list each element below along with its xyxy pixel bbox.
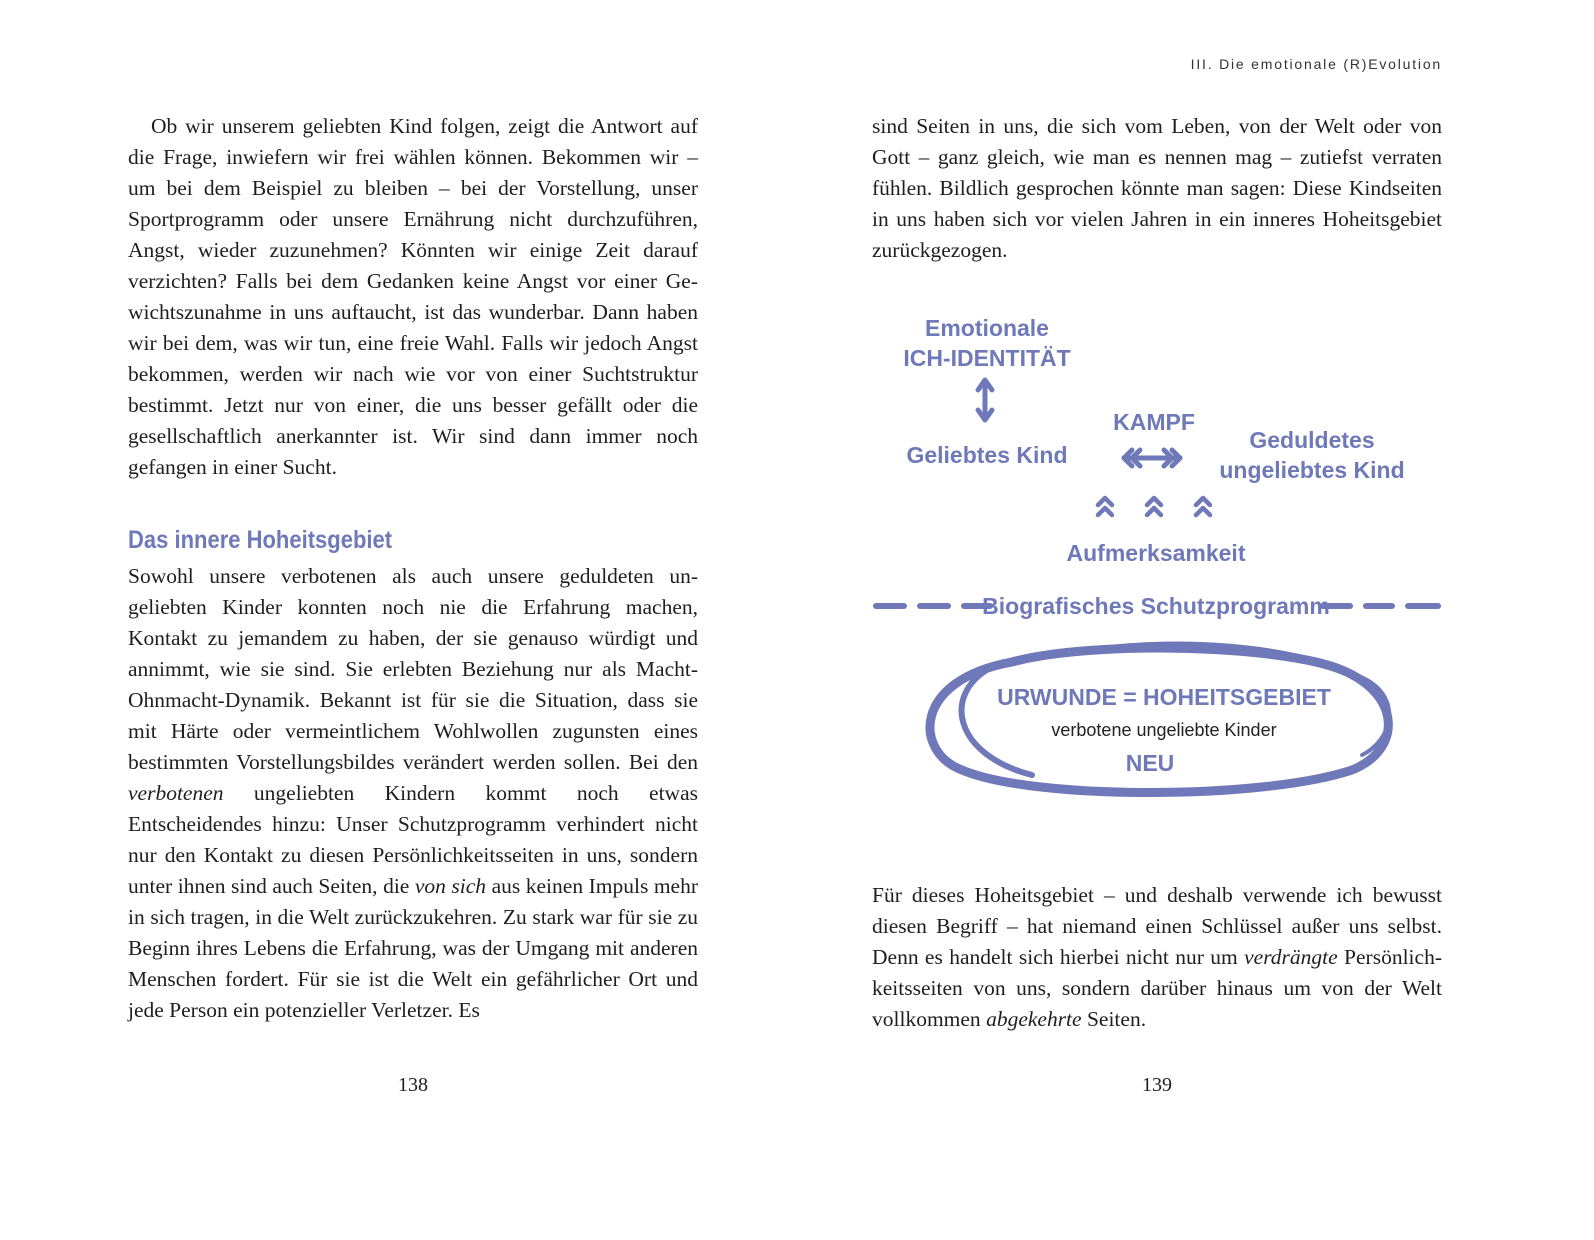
label-ungeliebtes-kind: ungeliebtes Kind <box>1219 457 1405 483</box>
chevron-up-double-icon <box>1147 498 1161 515</box>
label-geduldetes: Geduldetes <box>1249 427 1375 453</box>
double-arrow-horizontal-icon <box>1124 450 1180 466</box>
text-run: aus keinen Impuls mehr in sich tragen, in die Welt zurückzukehren. Zu stark war für sie zu Beginn ihres Lebens die Erfahrung, was der Umgang mit anderen Menschen fordert. Für sie ist die Welt ein gefährlicher Ort und jede Person ein potenzieller Verletzer. Es <box>128 874 698 1022</box>
label-geliebtes-kind: Geliebtes Kind <box>906 442 1068 468</box>
left-paragraph-2 <box>128 561 698 1026</box>
chevron-up-double-icon <box>1196 498 1210 515</box>
page-number-left: 138 <box>398 1074 428 1096</box>
label-schutzprogramm: Biografisches Schutzprogramm <box>982 593 1330 619</box>
emphasis-verbotenen: verbotenen <box>128 781 224 805</box>
text-run: ungeliebten Kindern kommt noch etwas Entscheidendes hinzu: Unser Schutzprogramm verhindert nicht nur den Kontakt zu diesen Persönlichkeitsseiten in uns, sondern unter ihnen sind auch Seiten, die <box>128 781 698 898</box>
label-emotionale: Emotionale <box>925 315 1049 341</box>
label-verbotene-kinder: verbotene ungeliebte Kinder <box>1051 720 1277 740</box>
right-page-text <box>872 111 1442 266</box>
chevron-up-double-icon <box>1098 498 1112 515</box>
left-page-text <box>128 111 698 1026</box>
emphasis-abgekehrte: abgekehrte <box>986 1007 1082 1031</box>
emphasis-verdraengte: verdrängte <box>1244 945 1338 969</box>
section-heading: Das innere Hoheitsgebiet <box>128 526 393 554</box>
label-kampf: KAMPF <box>1113 409 1195 435</box>
text-run: Sowohl unsere verbotenen als auch unsere geduldeten ungeliebten Kinder konnten noch nie die Erfahrung machen, Kontakt zu jemandem zu haben, der sie genauso würdigt und annimmt, wie sie sind. Sie erlebten Beziehung nur als Macht-Ohnmacht-Dynamik. Bekannt ist für sie die Situation, dass sie mit Härte oder vermeintlichem Wohlwollen zugunsten eines bestimmten Vorstellungsbildes verändert werden sollen. Bei den <box>128 564 698 774</box>
label-aufmerksamkeit: Aufmerksamkeit <box>1066 540 1246 566</box>
text-run: Für dieses Hoheitsgebiet – und deshalb verwende ich bewusst diesen Begriff – hat niemand einen Schlüssel außer uns selbst. Denn es handelt sich hierbei nicht nur um <box>872 883 1442 969</box>
right-paragraph-2 <box>872 880 1442 1035</box>
double-arrow-vertical-icon <box>978 380 992 420</box>
label-urwunde: URWUNDE = HOHEITSGEBIET <box>997 684 1331 710</box>
running-header: III. Die emotionale (R)Evolution <box>1190 56 1442 72</box>
emphasis-von-sich: von sich <box>414 874 487 898</box>
text-run: Seiten. <box>1081 1007 1147 1031</box>
text-run: Persönlichkeitsseiten von uns, sondern darüber hinaus um von der Welt vollkommen <box>872 945 1442 1031</box>
diagram <box>862 300 1462 810</box>
label-neu: NEU <box>1125 750 1175 776</box>
right-paragraph-1: sind Seiten in uns, die sich vom Leben, von der Welt oder von Gott – ganz gleich, wie man es nennen mag – zutiefst verraten fühlen. Bildlich gesprochen könnte man sagen: Diese Kindseiten in uns haben sich vor vielen Jahren in ein inneres Hoheitsgebiet zurückgezogen. <box>872 114 1442 262</box>
left-paragraph-1: Ob wir unserem geliebten Kind folgen, zeigt die Antwort auf die Frage, inwiefern wir frei wählen können. Bekommen wir – um bei dem Beispiel zu bleiben – bei der Vorstellung, unser Sportprogramm oder unsere Ernährung nicht durchzuführen, Angst, wieder zuzunehmen? Könnten wir einige Zeit darauf verzichten? Falls bei dem Gedanken keine Angst vor einer Gewichtszunahme in uns auftaucht, ist das wunderbar. Dann haben wir bei dem, was wir tun, eine freie Wahl. Falls wir jedoch Angst bekommen, werden wir nach wie vor von einer Suchtstruktur bestimmt. Jetzt nur von einer, die uns besser gefällt oder die gesellschaftlich anerkannter ist. Wir sind dann immer noch gefangen in einer Sucht. <box>128 114 698 479</box>
label-ich-identitaet: ICH-IDENTITÄT <box>903 345 1071 371</box>
right-page-bottom-text <box>872 880 1442 1035</box>
page-number-right: 139 <box>1142 1074 1172 1096</box>
